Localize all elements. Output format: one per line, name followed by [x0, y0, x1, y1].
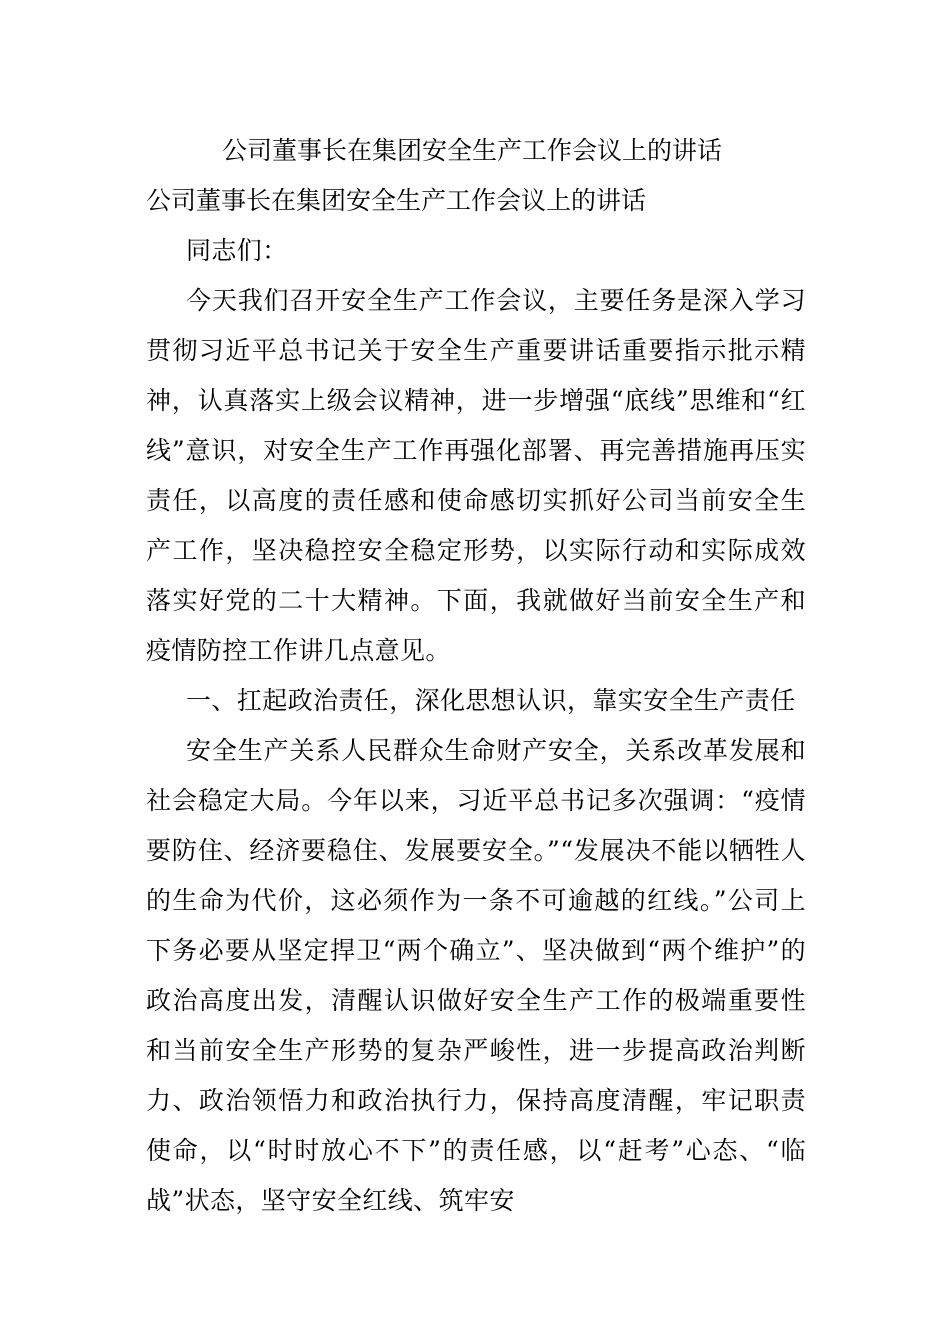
- paragraph-intro: 今天我们召开安全生产工作会议，主要任务是深入学习贯彻习近平总书记关于安全生产重要讲话重要指示批示精神，认真落实上级会议精神，进一步增强“底线”思维和“红线”意识，对安全生产工作再强化部署、再完善措施再压实责任，以高度的责任感和使命感切实抓好公司当前安全生产工作，坚决稳控安全稳定形势，以实际行动和实际成效落实好党的二十大精神。下面，我就做好当前安全生产和疫情防控工作讲几点意见。: [146, 286, 806, 665]
- section-heading: 一、扛起政治责任，深化思想认识，靠实安全生产责任: [186, 686, 796, 715]
- paragraph-body: 安全生产关系人民群众生命财产安全，关系改革发展和社会稳定大局。今年以来，习近平总书记多次强调：“疫情要防住、经济要稳住、发展要安全。”“发展决不能以牺牲人的生命为代价，这必须作为一条不可逾越的红线。”公司上下务必要从坚定捍卫“两个确立”、坚决做到“两个维护”的政治高度出发，清醒认识做好安全生产工作的极端重要性和当前安全生产形势的复杂严峻性，进一步提高政治判断力、政治领悟力和政治执行力，保持高度清醒，牢记职责使命，以“时时放心不下”的责任感，以“赶考”心态、“临战”状态，坚守安全红线、筑牢安: [146, 736, 806, 1215]
- document-title: 公司董事长在集团安全生产工作会议上的讲话: [222, 136, 723, 165]
- salutation: 同志们：: [186, 236, 288, 265]
- document-subtitle: 公司董事长在集团安全生产工作会议上的讲话: [146, 186, 647, 215]
- document-body: [146, 226, 806, 1226]
